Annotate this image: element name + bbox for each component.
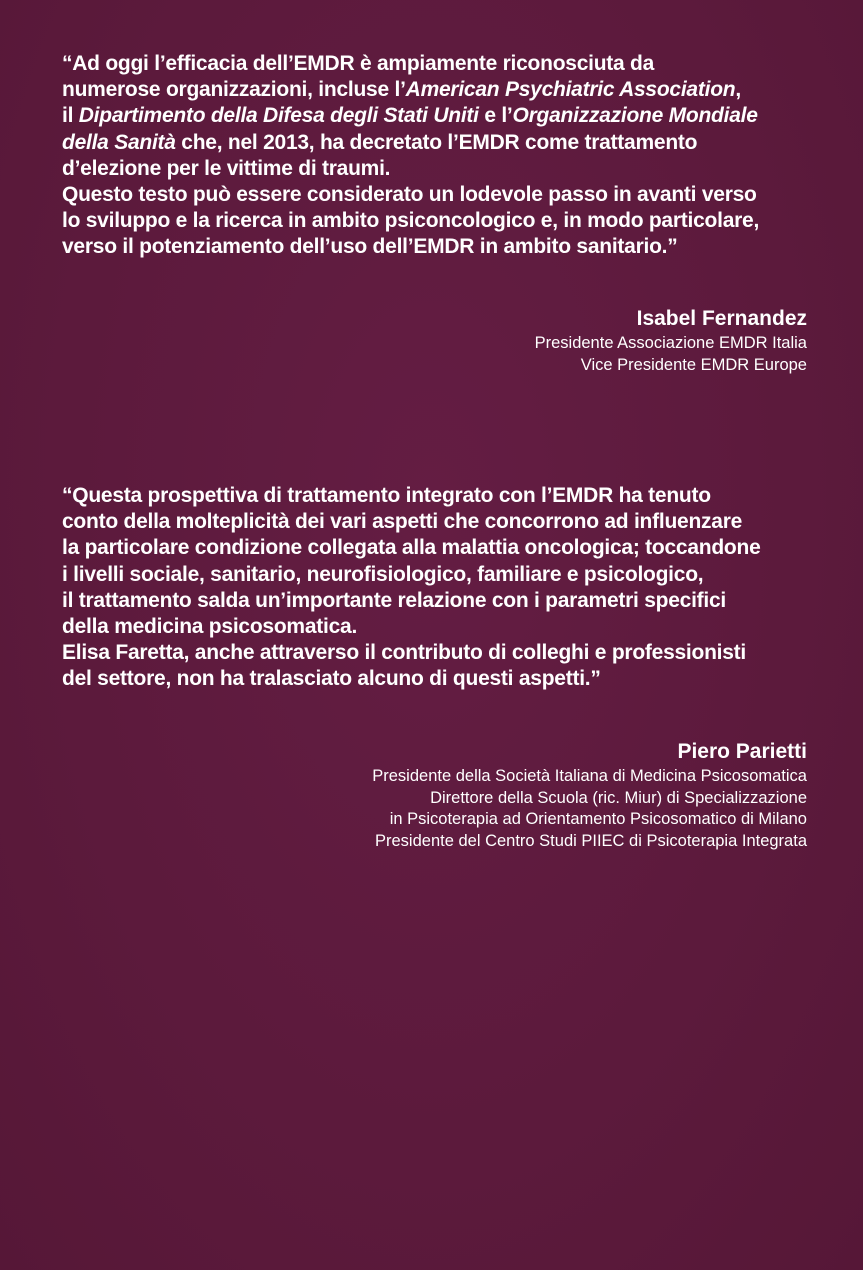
quote-line — [62, 51, 822, 77]
text-run: “Ad oggi l’efficacia dell’EMDR è ampiamente riconosciuta da — [62, 52, 655, 75]
text-run: lo sviluppo e la ricerca in ambito psiconcologico e, in modo particolare, — [62, 209, 760, 233]
quote-parietti — [62, 483, 822, 693]
author-role: Direttore della Scuola (ric. Miur) di Specializzazione — [430, 788, 807, 807]
author-role: Vice Presidente EMDR Europe — [580, 355, 807, 374]
italic-text: Organizzazione Mondiale — [512, 104, 758, 128]
author-role: Presidente del Centro Studi PIIEC di Psicoterapia Integrata — [375, 831, 807, 850]
text-run: Questo testo può essere considerato un lodevole passo in avanti verso — [62, 183, 757, 207]
text-run: “Questa prospettiva di trattamento integrato con l’EMDR ha tenuto — [62, 484, 711, 507]
quote-line — [62, 103, 822, 129]
quote-line — [62, 234, 822, 260]
quote-line — [62, 182, 822, 208]
quote-line — [62, 77, 822, 103]
text-run: , — [735, 78, 741, 102]
text-run: della medicina psicosomatica. — [62, 615, 358, 639]
quote-line — [62, 483, 822, 509]
text-run: la particolare condizione collegata alla malattia oncologica; toccandone — [62, 536, 761, 560]
quote-line — [62, 130, 822, 156]
quote-line — [62, 535, 822, 561]
text-run: il — [62, 104, 79, 128]
quote-line — [62, 509, 822, 535]
author-role: Presidente della Società Italiana di Medicina Psicosomatica — [372, 767, 807, 785]
quote-line — [62, 614, 822, 640]
text-run: Elisa Faretta, anche attraverso il contributo di colleghi e professionisti — [62, 641, 747, 665]
author-role: Presidente Associazione EMDR Italia — [534, 334, 807, 352]
signature-parietti — [372, 739, 807, 852]
italic-text: American Psychiatric Association — [405, 78, 736, 102]
italic-text: Dipartimento della Difesa degli Stati Uniti — [78, 104, 479, 128]
quote-line — [62, 208, 822, 234]
text-run: del settore, non ha tralasciato alcuno di questi aspetti.” — [62, 667, 601, 691]
text-run: e l’ — [478, 104, 513, 128]
quote-line — [62, 666, 822, 692]
italic-text: della Sanità — [62, 130, 176, 154]
text-run: conto della molteplicità dei vari aspetti che concorrono ad influenzare — [62, 510, 743, 534]
text-run: che, nel 2013, ha decretato l’EMDR come trattamento — [175, 130, 698, 154]
quote-line — [62, 588, 822, 614]
quote-line — [62, 640, 822, 666]
signature-fernandez — [535, 306, 807, 376]
text-run: numerose organizzazioni, incluse l’ — [62, 78, 406, 102]
text-run: il trattamento salda un’importante relazione con i parametri specifici — [62, 588, 727, 612]
text-run: d’elezione per le vittime di traumi. — [62, 156, 391, 180]
quote-line — [62, 562, 822, 588]
text-run: i livelli sociale, sanitario, neurofisiologico, familiare e psicologico, — [62, 562, 704, 586]
author-name: Isabel Fernandez — [636, 307, 807, 330]
quote-fernandez — [62, 51, 822, 261]
quote-line — [62, 156, 822, 182]
text-run: verso il potenziamento dell’uso dell’EMDR in ambito sanitario.” — [62, 235, 678, 259]
author-name: Piero Parietti — [677, 740, 807, 763]
author-role: in Psicoterapia ad Orientamento Psicosomatico di Milano — [389, 810, 807, 828]
